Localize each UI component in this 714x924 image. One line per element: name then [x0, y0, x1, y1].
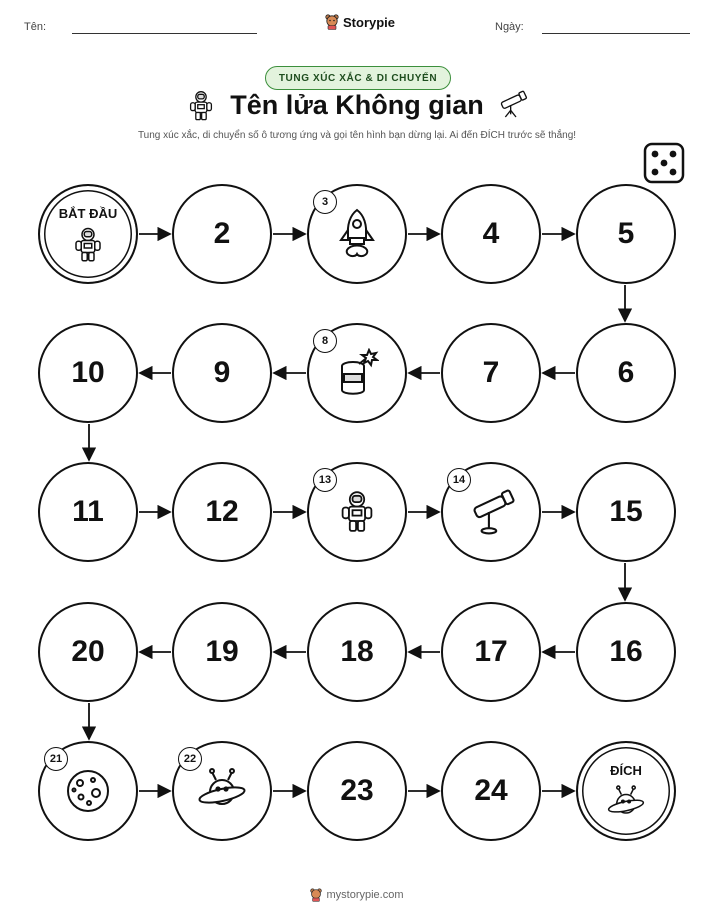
moon-icon	[63, 766, 113, 816]
instructions: Tung xúc xắc, di chuyển số ô tương ứng và gọi tên hình bạn dừng lại. Ai đến ĐÍCH trước sẽ thắng!	[137, 130, 577, 141]
space-number: 2	[213, 217, 231, 250]
board-space-10[interactable]	[38, 323, 138, 423]
space-badge-14: 14	[447, 468, 471, 492]
board-space-12[interactable]	[172, 462, 272, 562]
start-space[interactable]	[38, 184, 138, 284]
space-number: 19	[205, 635, 239, 668]
board-space-19[interactable]	[172, 602, 272, 702]
space-number: 7	[482, 356, 500, 389]
board-space-17[interactable]	[441, 602, 541, 702]
board-space-9[interactable]	[172, 323, 272, 423]
space-number: 4	[482, 217, 500, 250]
date-label: Ngày:	[495, 21, 524, 33]
finish-space[interactable]	[576, 741, 676, 841]
board-space-16[interactable]	[576, 602, 676, 702]
board-space-15[interactable]	[576, 462, 676, 562]
brand-name: Storypie	[343, 14, 396, 30]
space-number: 20	[71, 635, 105, 668]
rocket-icon	[333, 206, 381, 262]
alien-ufo-icon	[196, 768, 248, 814]
board-space-2[interactable]	[172, 184, 272, 284]
space-number: 15	[609, 495, 643, 528]
page-title: Tên lửa Không gian	[230, 90, 484, 120]
astronaut-icon	[73, 225, 103, 265]
footer-url[interactable]: mystorypie.com	[326, 889, 404, 901]
space-badge-8: 8	[313, 329, 337, 353]
space-number: 18	[340, 635, 374, 668]
board-space-23[interactable]	[307, 741, 407, 841]
board-space-11[interactable]	[38, 462, 138, 562]
footer	[0, 888, 714, 902]
space-number: 17	[474, 635, 508, 668]
space-number: 23	[340, 774, 374, 807]
space-badge-13: 13	[313, 468, 337, 492]
telescope-icon	[465, 489, 517, 535]
board-space-7[interactable]	[441, 323, 541, 423]
space-number: 5	[617, 217, 635, 250]
space-number: 9	[213, 356, 231, 389]
space-number: 24	[474, 774, 508, 807]
space-number: 16	[609, 635, 643, 668]
space-badge-3: 3	[313, 190, 337, 214]
board-space-4[interactable]	[441, 184, 541, 284]
fuel-can-icon	[335, 348, 379, 398]
space-number: 11	[72, 495, 104, 528]
board-space-6[interactable]	[576, 323, 676, 423]
space-badge-21: 21	[44, 747, 68, 771]
name-label: Tên:	[24, 21, 47, 33]
board-space-24[interactable]	[441, 741, 541, 841]
space-badge-22: 22	[178, 747, 202, 771]
board-space-18[interactable]	[307, 602, 407, 702]
space-number: 6	[617, 356, 635, 389]
board-space-20[interactable]	[38, 602, 138, 702]
alien-ufo-icon	[606, 785, 646, 821]
space-number: 10	[71, 356, 105, 389]
finish-label: ĐÍCH	[610, 763, 642, 778]
astronaut-icon	[339, 490, 375, 534]
board-space-5[interactable]	[576, 184, 676, 284]
bear-logo-icon	[310, 888, 322, 902]
space-number: 12	[205, 495, 239, 528]
activity-badge: TUNG XÚC XẮC & DI CHUYỂN	[265, 66, 451, 90]
start-label: BẮT ĐẦU	[58, 206, 118, 221]
